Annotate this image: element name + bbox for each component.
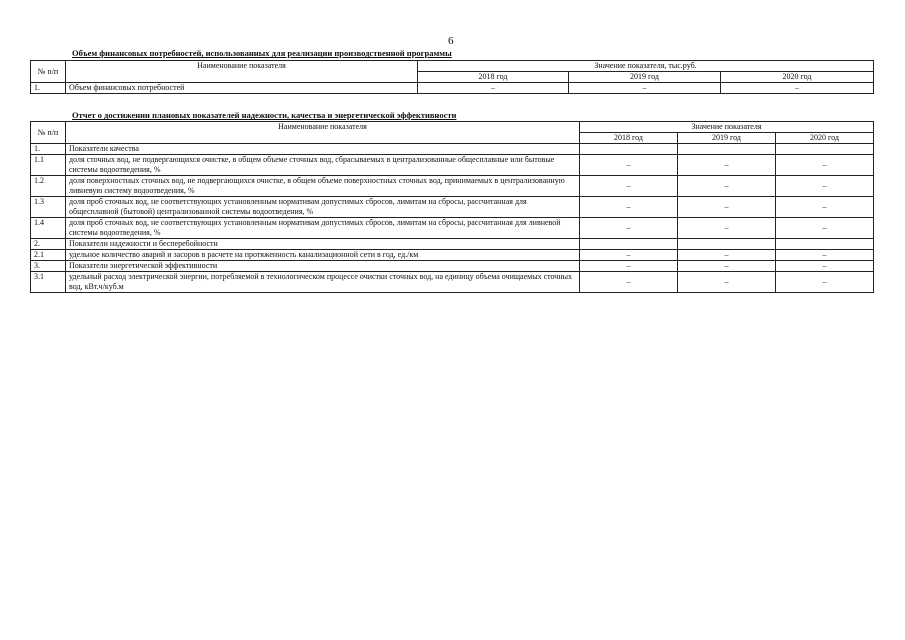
row-number: 1.3 [31,197,66,218]
row-value: – [776,250,874,261]
row-name: Показатели энергетической эффективности [66,261,580,272]
table-row [31,155,874,176]
table-row [31,261,874,272]
row-value: – [580,197,678,218]
row-name: Объем финансовых потребностей [66,83,418,94]
row-number: 2.1 [31,250,66,261]
row-value [678,239,776,250]
row-value: – [776,176,874,197]
indicators-table [30,121,874,293]
row-name: удельное количество аварий и засоров в расчете на протяженность канализационной сети в год, ед./км [66,250,580,261]
col-header-no: № п/п [31,61,66,83]
table-row [31,144,874,155]
indicators-table-caption: Отчет о достижении плановых показателей надежности, качества и энергетической эффективности [72,110,457,120]
col-header-name: Наименование показателя [66,122,580,144]
col-header-name: Наименование показателя [66,61,418,83]
finance-table-caption: Объем финансовых потребностей, использованных для реализации производственной программы [72,48,452,58]
col-header-year: 2018 год [580,133,678,144]
row-value [678,144,776,155]
table-row [31,250,874,261]
row-value: – [580,250,678,261]
col-header-year: 2020 год [721,72,874,83]
row-value: – [418,83,569,94]
row-value: – [678,155,776,176]
row-value: – [580,176,678,197]
row-name: доля поверхностных сточных вод, не подвергающихся очистке, в общем объеме поверхностных сточных вод, принимаемых в централизованную ливневую систему водоотведения, % [66,176,580,197]
row-value [776,239,874,250]
row-number: 3.1 [31,272,66,293]
col-header-value: Значение показателя [580,122,874,133]
row-number: 1.4 [31,218,66,239]
row-value: – [678,261,776,272]
row-number: 1. [31,83,66,94]
page-number: 6 [448,35,454,47]
table-row [31,218,874,239]
row-number: 3. [31,261,66,272]
row-name: Показатели качества [66,144,580,155]
row-name: Показатели надежности и бесперебойности [66,239,580,250]
row-value [580,144,678,155]
finance-table [30,60,874,94]
table-row [31,272,874,293]
row-name: доля проб сточных вод, не соответствующих установленным нормативам допустимых сбросов, лимитам на сбросы, рассчитанная для ливневой системы водоотведения, % [66,218,580,239]
row-value: – [776,155,874,176]
row-name: доля проб сточных вод, не соответствующих установленным нормативам допустимых сбросов, лимитам на сбросы, рассчитанная для общесплавной (бытовой) централизованной системы водоотведения, % [66,197,580,218]
row-value: – [776,272,874,293]
table-row [31,83,874,94]
row-value: – [580,272,678,293]
row-number: 1.1 [31,155,66,176]
row-value [580,239,678,250]
col-header-no: № п/п [31,122,66,144]
row-name: удельный расход электрической энергии, потребляемой в технологическом процессе очистки сточных вод, на единицу объема очищаемых сточных вод, кВт.ч/куб.м [66,272,580,293]
row-name: доля сточных вод, не подвергающихся очистке, в общем объеме сточных вод, сбрасываемых в централизованные общесплавные или бытовые системы водоотведения, % [66,155,580,176]
col-header-year: 2020 год [776,133,874,144]
row-value: – [678,176,776,197]
table-row [31,176,874,197]
row-value: – [678,272,776,293]
col-header-value: Значение показателя, тыс.руб. [418,61,874,72]
row-value: – [776,261,874,272]
row-value: – [678,197,776,218]
row-value: – [678,218,776,239]
row-value: – [721,83,874,94]
row-value: – [569,83,721,94]
table-row [31,239,874,250]
col-header-year: 2019 год [569,72,721,83]
col-header-year: 2018 год [418,72,569,83]
row-number: 1. [31,144,66,155]
row-value: – [580,261,678,272]
row-number: 2. [31,239,66,250]
row-value: – [580,155,678,176]
row-value: – [678,250,776,261]
col-header-year: 2019 год [678,133,776,144]
row-value: – [776,197,874,218]
row-value: – [580,218,678,239]
row-value [776,144,874,155]
row-value: – [776,218,874,239]
row-number: 1.2 [31,176,66,197]
table-row [31,197,874,218]
